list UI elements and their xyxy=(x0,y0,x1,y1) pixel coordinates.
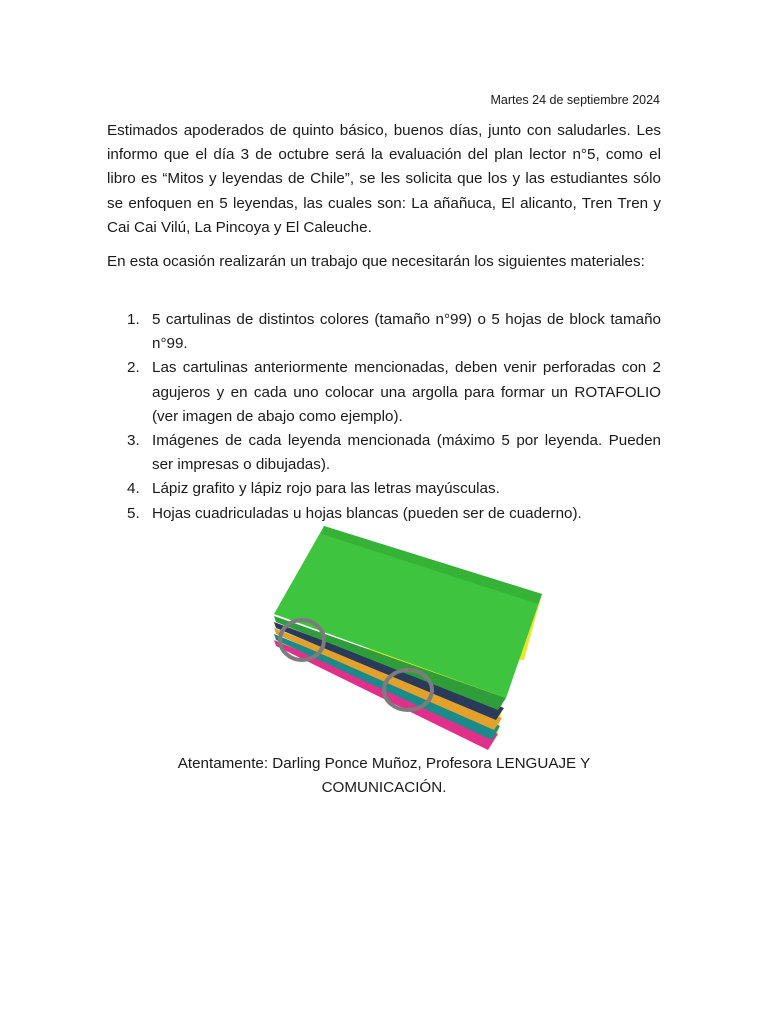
list-item-text: 5 cartulinas de distintos colores (tamaño n°99) o 5 hojas de block tamaño n°99. xyxy=(152,311,661,353)
list-item xyxy=(107,308,661,356)
list-item-number: 1. xyxy=(127,311,140,328)
intro-paragraph: Estimados apoderados de quinto básico, buenos días, junto con saludarles. Les informo que el día 3 de octubre será la evaluación del plan lector n°5, como el libro es “Mitos y leyendas de Chile”, se les solicita que los y las estudiantes sólo se enfoquen en 5 leyendas, las cuales son: La añañuca, El alicanto, Tren Tren y Cai Cai Vilú, La Pincoya y El Caleuche. xyxy=(107,122,661,236)
list-item xyxy=(107,356,661,429)
list-item-number: 5. xyxy=(127,504,140,522)
list-item-text: Hojas cuadriculadas u hojas blancas (pueden ser de cuaderno). xyxy=(152,504,582,522)
materials-list xyxy=(107,308,661,526)
list-item-number: 2. xyxy=(127,359,140,377)
list-item xyxy=(107,429,661,477)
list-item-text: Las cartulinas anteriormente mencionadas, deben venir perforadas con 2 agujeros y en cada uno colocar una argolla para formar un ROTAFOLIO (ver imagen de abajo como ejemplo). xyxy=(152,359,661,425)
list-item-text: Lápiz grafito y lápiz rojo para las letras mayúsculas. xyxy=(152,480,500,498)
list-item-text: Imágenes de cada leyenda mencionada (máximo 5 por leyenda. Pueden ser impresas o dibujadas). xyxy=(152,432,661,474)
list-item xyxy=(107,477,661,501)
list-item-number: 4. xyxy=(127,480,140,498)
rotafolio-example-image xyxy=(262,522,552,754)
list-item-number: 3. xyxy=(127,432,140,450)
closing-signature: Atentamente: Darling Ponce Muñoz, Profesora LENGUAJE Y COMUNICACIÓN. xyxy=(177,755,591,797)
materials-intro-paragraph: En esta ocasión realizarán un trabajo que necesitarán los siguientes materiales: xyxy=(107,253,645,270)
document-date: Martes 24 de septiembre 2024 xyxy=(490,93,660,107)
